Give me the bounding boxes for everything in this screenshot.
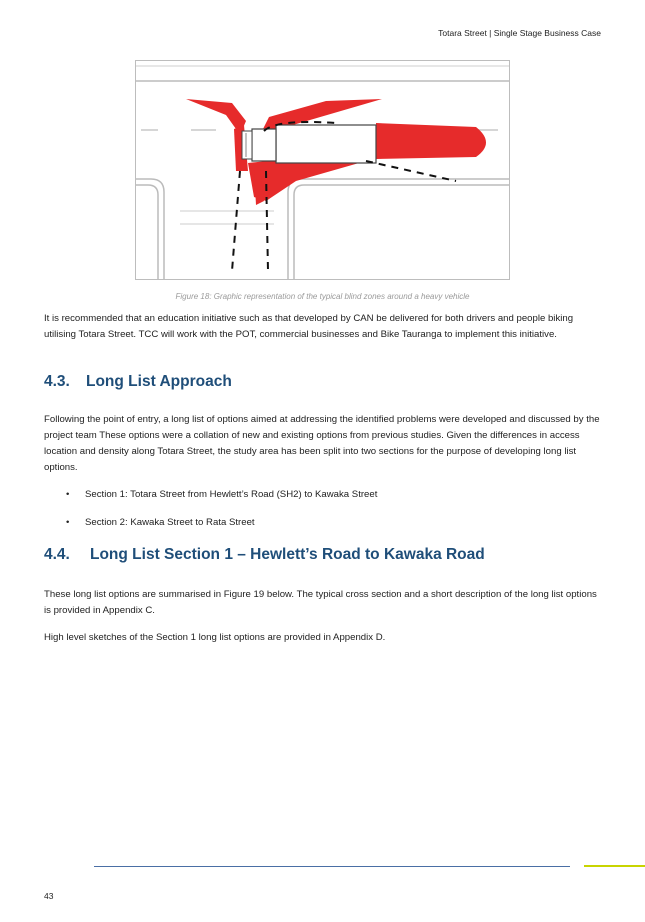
footer-accent <box>584 865 645 867</box>
side-street-kerbs <box>136 179 509 279</box>
section-heading-4-3 <box>44 373 232 391</box>
truck-bonnet <box>242 131 252 159</box>
blind-zone-rear <box>376 123 486 159</box>
running-header: Totara Street | Single Stage Business Case <box>438 28 601 38</box>
paragraph-long-list-summary: These long list options are summarised in Figure 19 below. The typical cross section and a short description of the long list options is provided in Appendix C. <box>44 589 597 616</box>
bullet-text: Section 1: Totara Street from Hewlett’s Road (SH2) to Kawaka Street <box>85 489 378 500</box>
section-title: Long List Section 1 – Hewlett’s Road to Kawaka Road <box>90 546 485 563</box>
figure-caption: Figure 18: Graphic representation of the typical blind zones around a heavy vehicle <box>175 292 470 301</box>
heavy-vehicle-icon <box>242 125 376 163</box>
section-title: Long List Approach <box>86 373 232 390</box>
list-item: • Section 1: Totara Street from Hewlett’s Road (SH2) to Kawaka Street <box>66 489 378 500</box>
bullet-text: Section 2: Kawaka Street to Rata Street <box>85 517 255 528</box>
section-heading-4-4 <box>44 546 485 564</box>
truck-trailer <box>276 125 376 163</box>
section-number: 4.3. <box>44 373 70 390</box>
paragraph-education-initiative: It is recommended that an education initiative such as that developed by CAN be delivered for both drivers and people biking utilising Totara Street. TCC will work with the POT, commercial businesses and Bike Tauranga to implement this initiative. <box>44 313 574 340</box>
blind-zone-figure <box>135 60 510 280</box>
paragraph-sketches: High level sketches of the Section 1 long list options are provided in Appendix D. <box>44 632 386 643</box>
visibility-line-left <box>232 171 240 271</box>
heavy-vehicle-blind-zone-diagram <box>136 61 509 279</box>
pedestrian-crossing-lines <box>180 211 274 224</box>
footer-divider <box>94 866 570 867</box>
page-number: 43 <box>44 891 54 901</box>
paragraph-long-list-approach: Following the point of entry, a long list of options aimed at addressing the identified problems were developed and discussed by the project team These options were a collation of new and existing options from previous studies. Given the differences in access location and density along Totara Street, the study area has been split into two sections for the purpose of developing long list options. <box>44 414 600 473</box>
section-number: 4.4. <box>44 546 70 563</box>
list-item: • Section 2: Kawaka Street to Rata Street <box>66 517 255 528</box>
truck-cab <box>252 129 276 161</box>
visibility-line-lower <box>366 161 456 181</box>
